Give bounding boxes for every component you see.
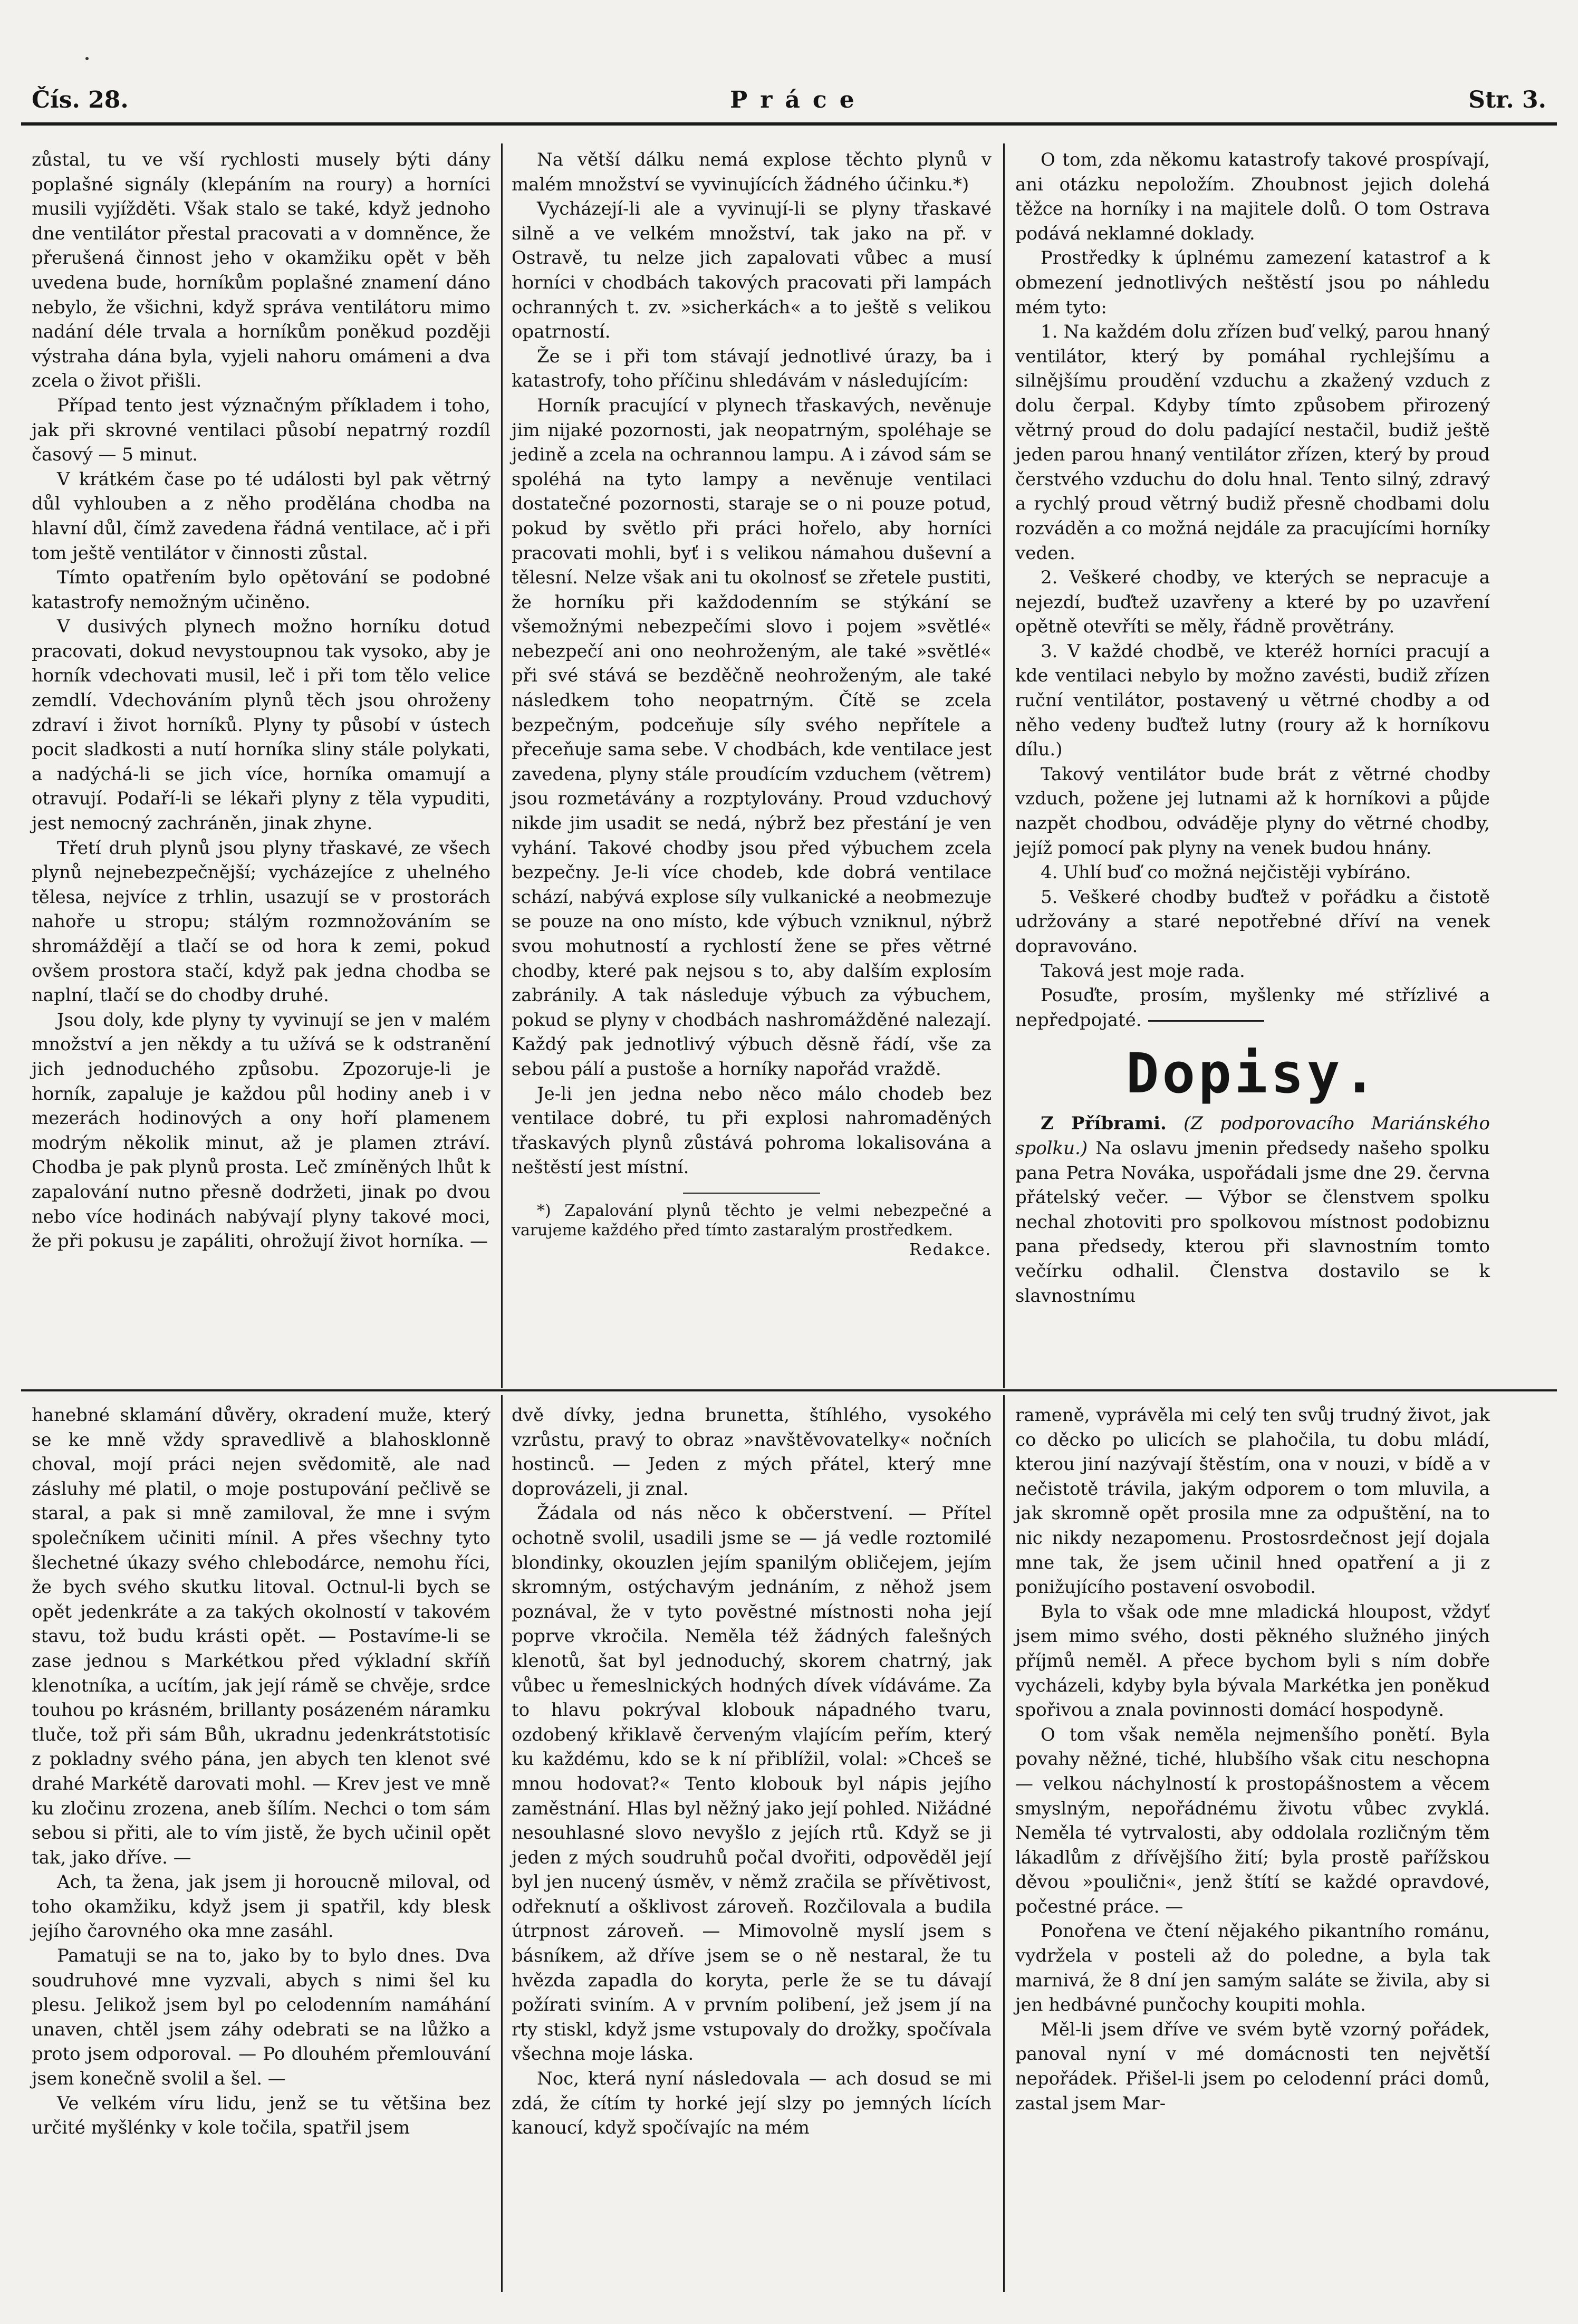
ink-speck [85,57,89,60]
newspaper-title: Práce [730,86,867,113]
paragraph: Ach, ta žena, jak jsem ji horoucně miloval, od toho okamžiku, když jsem ji spatřil, kdy blesk jejího čarovného oka mne zasáhl. [32,1871,490,1942]
paragraph: hanebné sklamání důvěry, okradení muže, který se ke mně vždy spravedlivě a blahosklonně choval, mojí práci nejen svědomitě, ale nad zásluhy mé platil, o mojе postupování pečlivě se staral, a pak si mně zamiloval, že mne i svým společníkem učiniti mínil. A přes všechny tyto šlechetné úkazy svého chlebodárce, nemohu říci, že bych svého skutku litoval. Octnul-li bych se opět jedenkráte a za takých okolností v takovém stavu, tož budu krásti opět. — Postavíme-li se zase jednou s Markétkou před výkladní skříň klenotníka, a ucítím, jak její rámě se chvěje, srdce touhou po krásném, brillanty posázeném náramku tluče, tož při sám Bůh, ukradnu jedenkrátstotisíc z pokladny svého pána, jen abych ten klenot své drahé Markétě darovati mohl. — Krev jest ve mně ku zločinu zrozena, aneb šílím. Nechci o tom sám sebou si přiti, ale to vím jistě, že bych učinil opět tak, jako dříve. — [32,1405,490,1868]
paragraph: Prostředky k úplnému zamezení katastrof a k obmezení jednotlivých neštěstí jsou po náhledu mém tyto: [1015,247,1490,318]
footnote-signature: Redakce. [909,1240,992,1259]
paragraph: V krátkém čase po té události byl pak větrný důl vyhloubеn a z něho prodělána chodba na hlavní důl, čímž zavedena řádná ventilace, ač i při tom ještě ventilátor v činnosti zůstal. [32,468,490,564]
footnote-text: *) Zapalování plynů těchto je velmi nebezpečné a varujeme každého před tímto zastaralým prostředkem. [512,1201,992,1240]
paragraph: V dusivých plynech možno horníku dotud pracovati, dokud nevystoupnou tak vysoko, aby je horník vdechovati musil, leč i při tom tělo velice zemdlí. Vdechováním plynů těch jsou ohroženy zdraví i život horníků. Plyny ty působí v ústech pocit sladkosti a nutí horníka sliny stále polykati, a nadýchá-li se jich více, horníka omamují a otravují. Podaří-li se lékaři plyny z těla vypuditi, jest nemocný zachráněn, jinak zhyne. [32,616,490,834]
closing-line: Posuďte, prosím, myšlenky mé střízlivé a nepředpojaté. [1015,985,1490,1031]
paragraph: Měl-li jsem dříve ve svém bytě vzorný pořádek, panoval nyní v mé domácnosti ten největší nepořádek. Přišel-li jsem po celodenní práci domů, zastal jsem Mar- [1015,2019,1490,2114]
column-rule [501,1395,503,2292]
paragraph: dvě dívky, jedna brunetta, štíhlého, vysokého vzrůstu, pravý to obraz »navštěvovatelky« nočních hostinců. — Jeden z mých přátel, který mne doprovázeli, ji znal. [512,1405,992,1500]
paragraph: O tom však neměla nejmenšího ponětí. Byla povahy něžné, tiché, hlubšího však citu neschopna — velkou náchylností k prostopášnostem a věcem smyslným, nepořádnému životu vůbec zvyklá. Neměla té vytrvalosti, aby oddolala rozličným těm lákadlům z dřívějšího žití; byla prostě pařížskou děvou »poulični«, jenž štítí se každé opravdové, počestné práce. — [1015,1724,1490,1917]
paragraph: Ponořena ve čtení nějakého pikantního románu, vydržela v posteli až do poledne, a byla tak marnivá, že 8 dní jen samým saláte se živila, aby si jen hedbávné punčochy koupiti mohla. [1015,1920,1490,2016]
letter-place: Z Příbrami. [1041,1113,1167,1135]
short-rule [1148,1020,1264,1022]
footnote [512,1201,992,1259]
paragraph: Žádala od nás něco k občerstvení. — Přítel ochotně svolil, usadili jsme se — já vedle roztomilé blondinky, okouzlen jejím spanilým obličejem, jejím skromným, ostýchavým jednáním, z něhož jsem poznával, že v tyto povĕstné místnosti noha její poprve vkročila. Neměla též žádných falešných klenotů, šat byl jednoduchý, skorem chatrný, jak vůbec u řemeslnických hodných dívek vídáváme. Za to hlavu pokrýval klobouk nápadného tvaru, ozdobený křiklavě červeným vlajícím peřím, který ku každému, kdo se k ní přiblížil, volal: »Chceš se mnou hodovat?« Tento klobouk byl nápis jejího zaměstnání. Hlas byl něžný jako její pohled. Nižádné nesouhlasné slovo nevyšlo z jejích rtů. Když se ji jeden z mých soudruhů počal dvořiti, odpověděl její byl jen nucený úsměv, v němž zračila se přívětivost, odřeknutí a ošklivost zároveň. Rozčilovala a budila útrpnost zároveň. — Mimovolně myslí jsem s básníkem, až dříve jsem se o ně nestaral, že tu hvězda zapadla do koryta, perle že se tu dávají požírati sviním. A v prvním polibení, jež jsem jí na rty stiskl, když jsme vstupovaly do drožky, spočívala všechna moje láska. [512,1503,992,2065]
page-header [32,79,1546,120]
paragraph: zůstal, tu ve vší rychlosti musely býti dány poplašné signály (klepáním na roury) a horníci musili vyjížděti. Však stalo se také, když jednoho dne ventilátor přestal pracovati a v domněnce, že přerušená činnost jeho v okamžiku opět v běh uvedena bude, horníkům poplašné znamení dáno nebylo, že všichni, když správa ventilátoru mimo nadání déle trvala a horníkům poněkud později výstraha dána byla, vyjeli nahoru omámeni a dva zcela o život přišli. [32,149,490,392]
letter-paragraph [1015,1111,1490,1308]
paragraph: O tom, zda někomu katastrofy takové prospívají, ani otázku nepoložím. Zhoubnost jejich dolehá těžce na horníky i na majitele dolů. O tom Ostrava podává neklamné doklady. [1015,149,1490,244]
paragraph: Vycházejí-li ale a vyvinují-li se plyny třaskavé silně a ve velkém množství, tak jako na př. v Ostravě, tu nelze jich zapalovati vůbec a musí horníci v chodbách takových pracovati při lampách ochranných t. zv. »sicherkách« a to ještě s velikou opatrností. [512,198,992,343]
paragraph: 5. Veškeré chodby buďtež v pořádku a čistotě udržovány a staré nepotřebné dříví na venek dopravováno. [1015,886,1490,957]
paragraph: Třetí druh plynů jsou plyny třaskavé, ze všech plynů nejnebezpečnější; vycházejíce z uhelného tělesa, nejvíce z trhlin, usazují se v prostorách nahoře u stropu; stálým rozmnožováním se shromáždějí a tlačí se od hora k zemi, pokud ovšem prostora stačí, když pak jedna chodba se naplní, tlačí se do chodby druhé. [32,837,490,1006]
paragraph: Noc, která nyní následovala — ach dosud se mi zdá, že cítím ty horké její slzy po jemných lících kanoucí, když spočívajíc na mém [512,2068,992,2139]
column-3-bottom [1015,1403,1490,2116]
paragraph: Taková jest moje rada. [1041,960,1245,982]
column-3-top [1015,148,1490,1308]
paragraph: Byla to však ode mne mladická hloupost, vždyť jsem mimo svého, dosti pěkného služného jiných příjmů neměl. A přece bychom byli s ním dobře vycházeli, kdyby byla bývala Markétka jen poněkud spořivou a znala povinnosti domácí hospodyně. [1015,1601,1490,1721]
column-1-bottom [32,1403,490,2140]
paragraph: Pamatuji se na to, jako by to bylo dnes. Dva soudruhové mne vyzvali, abych s nimi šel ku plesu. Jelikož jsem byl po celodenním namáhání unaven, chtěl jsem záhy odebrati se na lůžko a proto jsem odporoval. — Po dlouhém přemlouvání jsem konečně svolil a šel. — [32,1945,490,2090]
section-heading-dopisy: Dopisy. [1125,1041,1380,1106]
paragraph: 4. Uhlí buď co možná nejčistěji vybíráno. [1041,862,1411,883]
paragraph: Horník pracující v plynech třaskavých, nevěnuje jim nijaké pozornosti, jak neopatrným, spoléhaje se jedině a zcela na ochrannou lampu. A i závod sám se spoléhá na tyto lampy a nevěnuje ventilaci dostatečné pozornosti, staraje se o ni pouze potud, pokud by světlo při práci hořelo, aby horníci pracovati mohli, byť i s velikou námahou duševní a tělesní. Nelze však ani tu okolnosť se zřetele pustiti, že horníku při každodenním se stýkání se všemožnými nebezpečími slovo i pojem »světlé« nebezpečí ani ono neohroženým, ale také »světlé« při své stává se bezděčně neohroženým, ale také následkem toho neopatrným. Čítě se zcela bezpečným, podceňuje síly svého nepřítele a přeceňuje sama sebe. V chodbách, kde ventilace jest zavedena, plyny stále proudícím vzduchem (větrem) jsou rozmetávány a rozptylovány. Proud vzduchový nikde jim usadit se nedá, nýbrž bez přestání je ven vyhání. Takové chodby jsou před výbuchem zcela bezpečny. Je-li více chodeb, kde dobrá ventilace schází, nabývá explose síly vulkanické a neobmezuje se pouze na ono místo, kde výbuch vzniknul, nýbrž svou mohutností a rychlostí žene se přes větrné chodby, které pak nejsou s to, aby dalším explosím zabránily. A tak následuje výbuch za výbuchem, pokud se plyny v chodbách nashromážděné nalezají. Každý pak jednotlivý výbuch děsně řádí, vše za sebou pálí a pustoše a horníky napořád vraždě. [512,395,992,1080]
paragraph: Je-li jen jedna nebo něco málo chodeb bez ventilace dobré, tu při explosi nahromaděných třaskavých plynů zůstává pohroma lokalisována a neštěstí jest místní. [512,1083,992,1178]
column-2-bottom [512,1403,992,2140]
paragraph: rameně, vyprávěla mi celý ten svůj trudný život, jak co děcko po ulicích se plahočila, tu dobu mládí, kterou jiní nazývají štěstím, ona v nouzi, v bídě a v nečistotě trávila, jakým odporem o tom mluvila, a jak skromně opět prosila mne za odpuštění, na to nic nikdy nezapomenu. Prostosrdečnost její dojala mne tak, že jsem učinil hned opatření a ji z ponižujícího postavení osvobodil. [1015,1405,1490,1598]
section-divider [21,1389,1557,1391]
letter-subtitle: (Z podporovacího Mariánského spolku.) [1015,1113,1490,1159]
column-1-top [32,148,490,1254]
column-rule [1003,143,1005,1388]
paragraph: Jsou doly, kde plyny ty vyvinují se jen v malém množství a jen někdy a tu užívá se k odstranění jich jednoduchého způsobu. Zpozoruje-li je horník, zapaluje je každou půl hodiny aneb i v mezerách hodinových a ony hoří plamenem modrým několik minut, až je plamen ztráví. Chodba je pak plynů prosta. Leč zmíněných lhůt k zapalování nutno přesně dodržeti, jinak po dvou nebo více hodinách nabývají plyny takové moci, že při pokusu je zapáliti, ohrožují život horníka. — [32,1009,490,1252]
column-rule [1003,1395,1005,2292]
issue-number: Čís. 28. [32,86,129,113]
footnote-rule [683,1193,820,1194]
paragraph: Takový ventilátor bude brát z větrné chodby vzduch, požene jej lutnami až k horníkovi a půjde nazpět chodbou, odváděje plyny do větrné chodby, jejíž pomocí pak plyny na venek budou hnány. [1015,763,1490,859]
column-rule [501,143,503,1388]
paragraph: Tímto opatřením bylo opětování se podobné katastrofy nemožným učiněno. [32,567,490,613]
paragraph: 2. Veškeré chodby, ve kterých se nepracuje a nejezdí, buďtež uzavřeny a které by po uzavření opětně otevříti se měly, řádně provětrány. [1015,567,1490,638]
page-number: Str. 3. [1468,86,1546,113]
paragraph [1015,983,1490,1032]
letter-text: Na oslavu jmenin předsedy našeho spolku pana Petra Nováka, uspořádali jsme dne 29. června přátelský večer. — Výbor se členstvem spolku nechal zhotoviti pro spolkovou místnost podobiznu pana předsedy, kterou při slavnostním tomto večírku odhalil. Členstva dostavilo se k slavnostnímu [1015,1137,1490,1307]
header-rule [21,122,1557,126]
paragraph: Na větší dálku nemá explose těchto plynů v malém množství se vyvinujících žádného účinku.*) [512,149,992,195]
paragraph: 3. V každé chodbě, ve kteréž horníci pracují a kde ventilaci nebylo by možno zavésti, budiž zřízen ruční ventilátor, postavený u větrné chodby a od něho vedeny buďtež lutny (roury až k horníkovu dílu.) [1015,640,1490,761]
paragraph: Ve velkém víru lidu, jenž se tu většina bez určité myšlénky v kole točila, spatřil jsem [32,2092,490,2139]
paragraph: 1. Na každém dolu zřízen buď velký, parou hnaný ventilátor, který by pomáhal rychlejšímu a silnějšímu proudění vzduchu a zkažený vzduch z dolu čerpal. Kdyby tímto způsobem přirozený větrný proud do dolu padající nestačil, budiž ještě jeden parou hnaný ventilátor zřízen, který by proud čerstvého vzduchu do dolu hnal. Tento silný, zdravý a rychlý proud větrný budiž přesně chodbami dolu rozváděn a co možná nejdále za pracujícími horníky veden. [1015,321,1490,564]
paragraph: Případ tento jest význačným příkladem i toho, jak při skrovné ventilaci působí nepatrný rozdíl časový — 5 minut. [32,395,490,466]
paragraph: Že se i při tom stávají jednotlivé úrazy, ba i katastrofy, toho příčinu shledávám v následujícím: [512,345,992,392]
column-2-top [512,148,992,1260]
